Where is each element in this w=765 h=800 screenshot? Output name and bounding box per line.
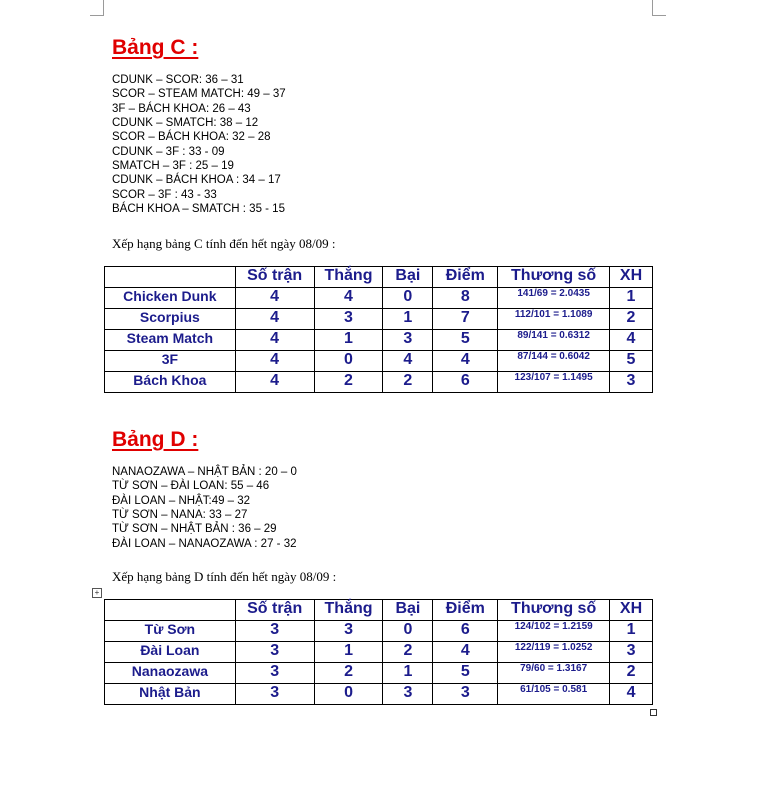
group-d-ranking-text: Xếp hạng bảng D tính đến hết ngày 08/09 :: [112, 569, 337, 584]
cell-points: 4: [433, 351, 498, 372]
cell-lost: 4: [383, 351, 433, 372]
column-header-won: Thắng: [314, 267, 383, 288]
match-result-line: TỪ SƠN – ĐÀI LOAN: 55 – 46: [112, 480, 270, 493]
match-result-line: CDUNK – SCOR: 36 – 31: [112, 74, 244, 86]
cell-points: 8: [433, 288, 498, 309]
cell-played: 3: [235, 642, 314, 663]
cell-rank: 1: [610, 621, 653, 642]
table-row: [105, 330, 653, 351]
column-header-team: [105, 600, 236, 621]
cell-ratio: 123/107 = 1.1495: [498, 372, 610, 393]
column-header-points: Điểm: [433, 600, 498, 621]
table-row: [105, 621, 653, 642]
group-c-ranking-text: Xếp hạng bảng C tính đến hết ngày 08/09 :: [112, 236, 336, 251]
cell-ratio: 124/102 = 1.2159: [498, 621, 610, 642]
cell-team: Đài Loan: [105, 642, 236, 663]
cell-won: 2: [314, 663, 383, 684]
match-result-line: NANAOZAWA – NHẬT BẢN : 20 – 0: [112, 466, 297, 478]
table-row: [105, 372, 653, 393]
cell-won: 1: [314, 642, 383, 663]
cell-played: 3: [235, 621, 314, 642]
cell-rank: 1: [610, 288, 653, 309]
cell-rank: 2: [610, 663, 653, 684]
crop-mark-top-right-h: [653, 15, 666, 16]
cell-played: 4: [235, 330, 314, 351]
cell-won: 0: [314, 684, 383, 705]
match-result-line: CDUNK – SMATCH: 38 – 12: [112, 117, 259, 130]
match-result-line: SMATCH – 3F : 25 – 19: [112, 160, 234, 173]
match-result-line: TỪ SƠN – NHẬT BẢN : 36 – 29: [112, 523, 277, 536]
cell-played: 4: [235, 351, 314, 372]
cell-team: Bách Khoa: [105, 372, 236, 393]
column-header-lost: Bại: [383, 267, 433, 288]
group-d-results: [112, 465, 297, 551]
cell-won: 0: [314, 351, 383, 372]
column-header-rank: XH: [610, 267, 653, 288]
group-d-standings-table: [104, 599, 653, 705]
cell-rank: 4: [610, 684, 653, 705]
cell-rank: 4: [610, 330, 653, 351]
cell-lost: 2: [383, 642, 433, 663]
cell-lost: 1: [383, 663, 433, 684]
group-c-standings-table: [104, 266, 653, 393]
match-result-line: CDUNK – BÁCH KHOA : 34 – 17: [112, 174, 281, 187]
cell-lost: 0: [383, 288, 433, 309]
group-c-results: [112, 73, 286, 216]
match-result-line: SCOR – 3F : 43 - 33: [112, 188, 217, 201]
cell-played: 4: [235, 288, 314, 309]
cell-team: Scorpius: [105, 309, 236, 330]
match-result-line: ĐÀI LOAN – NHẬT:49 – 32: [112, 494, 251, 507]
cell-ratio: 141/69 = 2.0435: [498, 288, 610, 309]
column-header-ratio: Thương số: [498, 600, 610, 621]
column-header-played: Số trận: [235, 600, 314, 621]
cell-lost: 3: [383, 684, 433, 705]
table-row: [105, 642, 653, 663]
column-header-lost: Bại: [383, 600, 433, 621]
cell-team: Nhật Bản: [105, 684, 236, 705]
table-header-row: [105, 267, 653, 288]
crop-mark-top-left-h: [90, 15, 103, 16]
column-header-team: [105, 267, 236, 288]
cell-won: 3: [314, 621, 383, 642]
table-row: [105, 663, 653, 684]
cell-rank: 2: [610, 309, 653, 330]
crop-mark-top-left-v: [103, 0, 104, 16]
table-resize-handle-icon[interactable]: [650, 709, 657, 716]
crop-mark-top-right-v: [652, 0, 653, 16]
cell-won: 3: [314, 309, 383, 330]
cell-won: 4: [314, 288, 383, 309]
match-result-line: BÁCH KHOA – SMATCH : 35 - 15: [112, 203, 285, 216]
cell-points: 3: [433, 684, 498, 705]
match-result-line: TỪ SƠN – NANA: 33 – 27: [112, 509, 248, 522]
cell-ratio: 61/105 = 0.581: [498, 684, 610, 705]
table-move-handle-icon[interactable]: +: [92, 588, 102, 598]
group-c-title: Bảng C :: [112, 36, 199, 59]
cell-points: 5: [433, 663, 498, 684]
match-result-line: SCOR – BÁCH KHOA: 32 – 28: [112, 131, 271, 144]
cell-points: 6: [433, 372, 498, 393]
column-header-ratio: Thương số: [498, 267, 610, 288]
cell-lost: 2: [383, 372, 433, 393]
table-row: [105, 684, 653, 705]
cell-rank: 5: [610, 351, 653, 372]
cell-team: Nanaozawa: [105, 663, 236, 684]
cell-team: Chicken Dunk: [105, 288, 236, 309]
cell-won: 2: [314, 372, 383, 393]
table-row: [105, 309, 653, 330]
cell-points: 4: [433, 642, 498, 663]
cell-played: 3: [235, 663, 314, 684]
match-result-line: ĐÀI LOAN – NANAOZAWA : 27 - 32: [112, 537, 297, 550]
match-result-line: 3F – BÁCH KHOA: 26 – 43: [112, 102, 251, 115]
column-header-points: Điểm: [433, 267, 498, 288]
cell-lost: 1: [383, 309, 433, 330]
cell-lost: 0: [383, 621, 433, 642]
cell-rank: 3: [610, 642, 653, 663]
cell-points: 7: [433, 309, 498, 330]
cell-played: 4: [235, 372, 314, 393]
table-header-row: [105, 600, 653, 621]
group-d-title: Bảng D :: [112, 428, 199, 451]
cell-points: 6: [433, 621, 498, 642]
column-header-won: Thắng: [314, 600, 383, 621]
cell-ratio: 122/119 = 1.0252: [498, 642, 610, 663]
cell-lost: 3: [383, 330, 433, 351]
cell-ratio: 79/60 = 1.3167: [498, 663, 610, 684]
cell-played: 3: [235, 684, 314, 705]
cell-team: 3F: [105, 351, 236, 372]
cell-ratio: 89/141 = 0.6312: [498, 330, 610, 351]
cell-played: 4: [235, 309, 314, 330]
table-row: [105, 351, 653, 372]
cell-points: 5: [433, 330, 498, 351]
match-result-line: SCOR – STEAM MATCH: 49 – 37: [112, 88, 286, 101]
cell-team: Steam Match: [105, 330, 236, 351]
cell-ratio: 87/144 = 0.6042: [498, 351, 610, 372]
cell-won: 1: [314, 330, 383, 351]
cell-ratio: 112/101 = 1.1089: [498, 309, 610, 330]
cell-team: Từ Sơn: [105, 621, 236, 642]
cell-rank: 3: [610, 372, 653, 393]
column-header-played: Số trận: [235, 267, 314, 288]
table-row: [105, 288, 653, 309]
match-result-line: CDUNK – 3F : 33 - 09: [112, 145, 225, 158]
column-header-rank: XH: [610, 600, 653, 621]
